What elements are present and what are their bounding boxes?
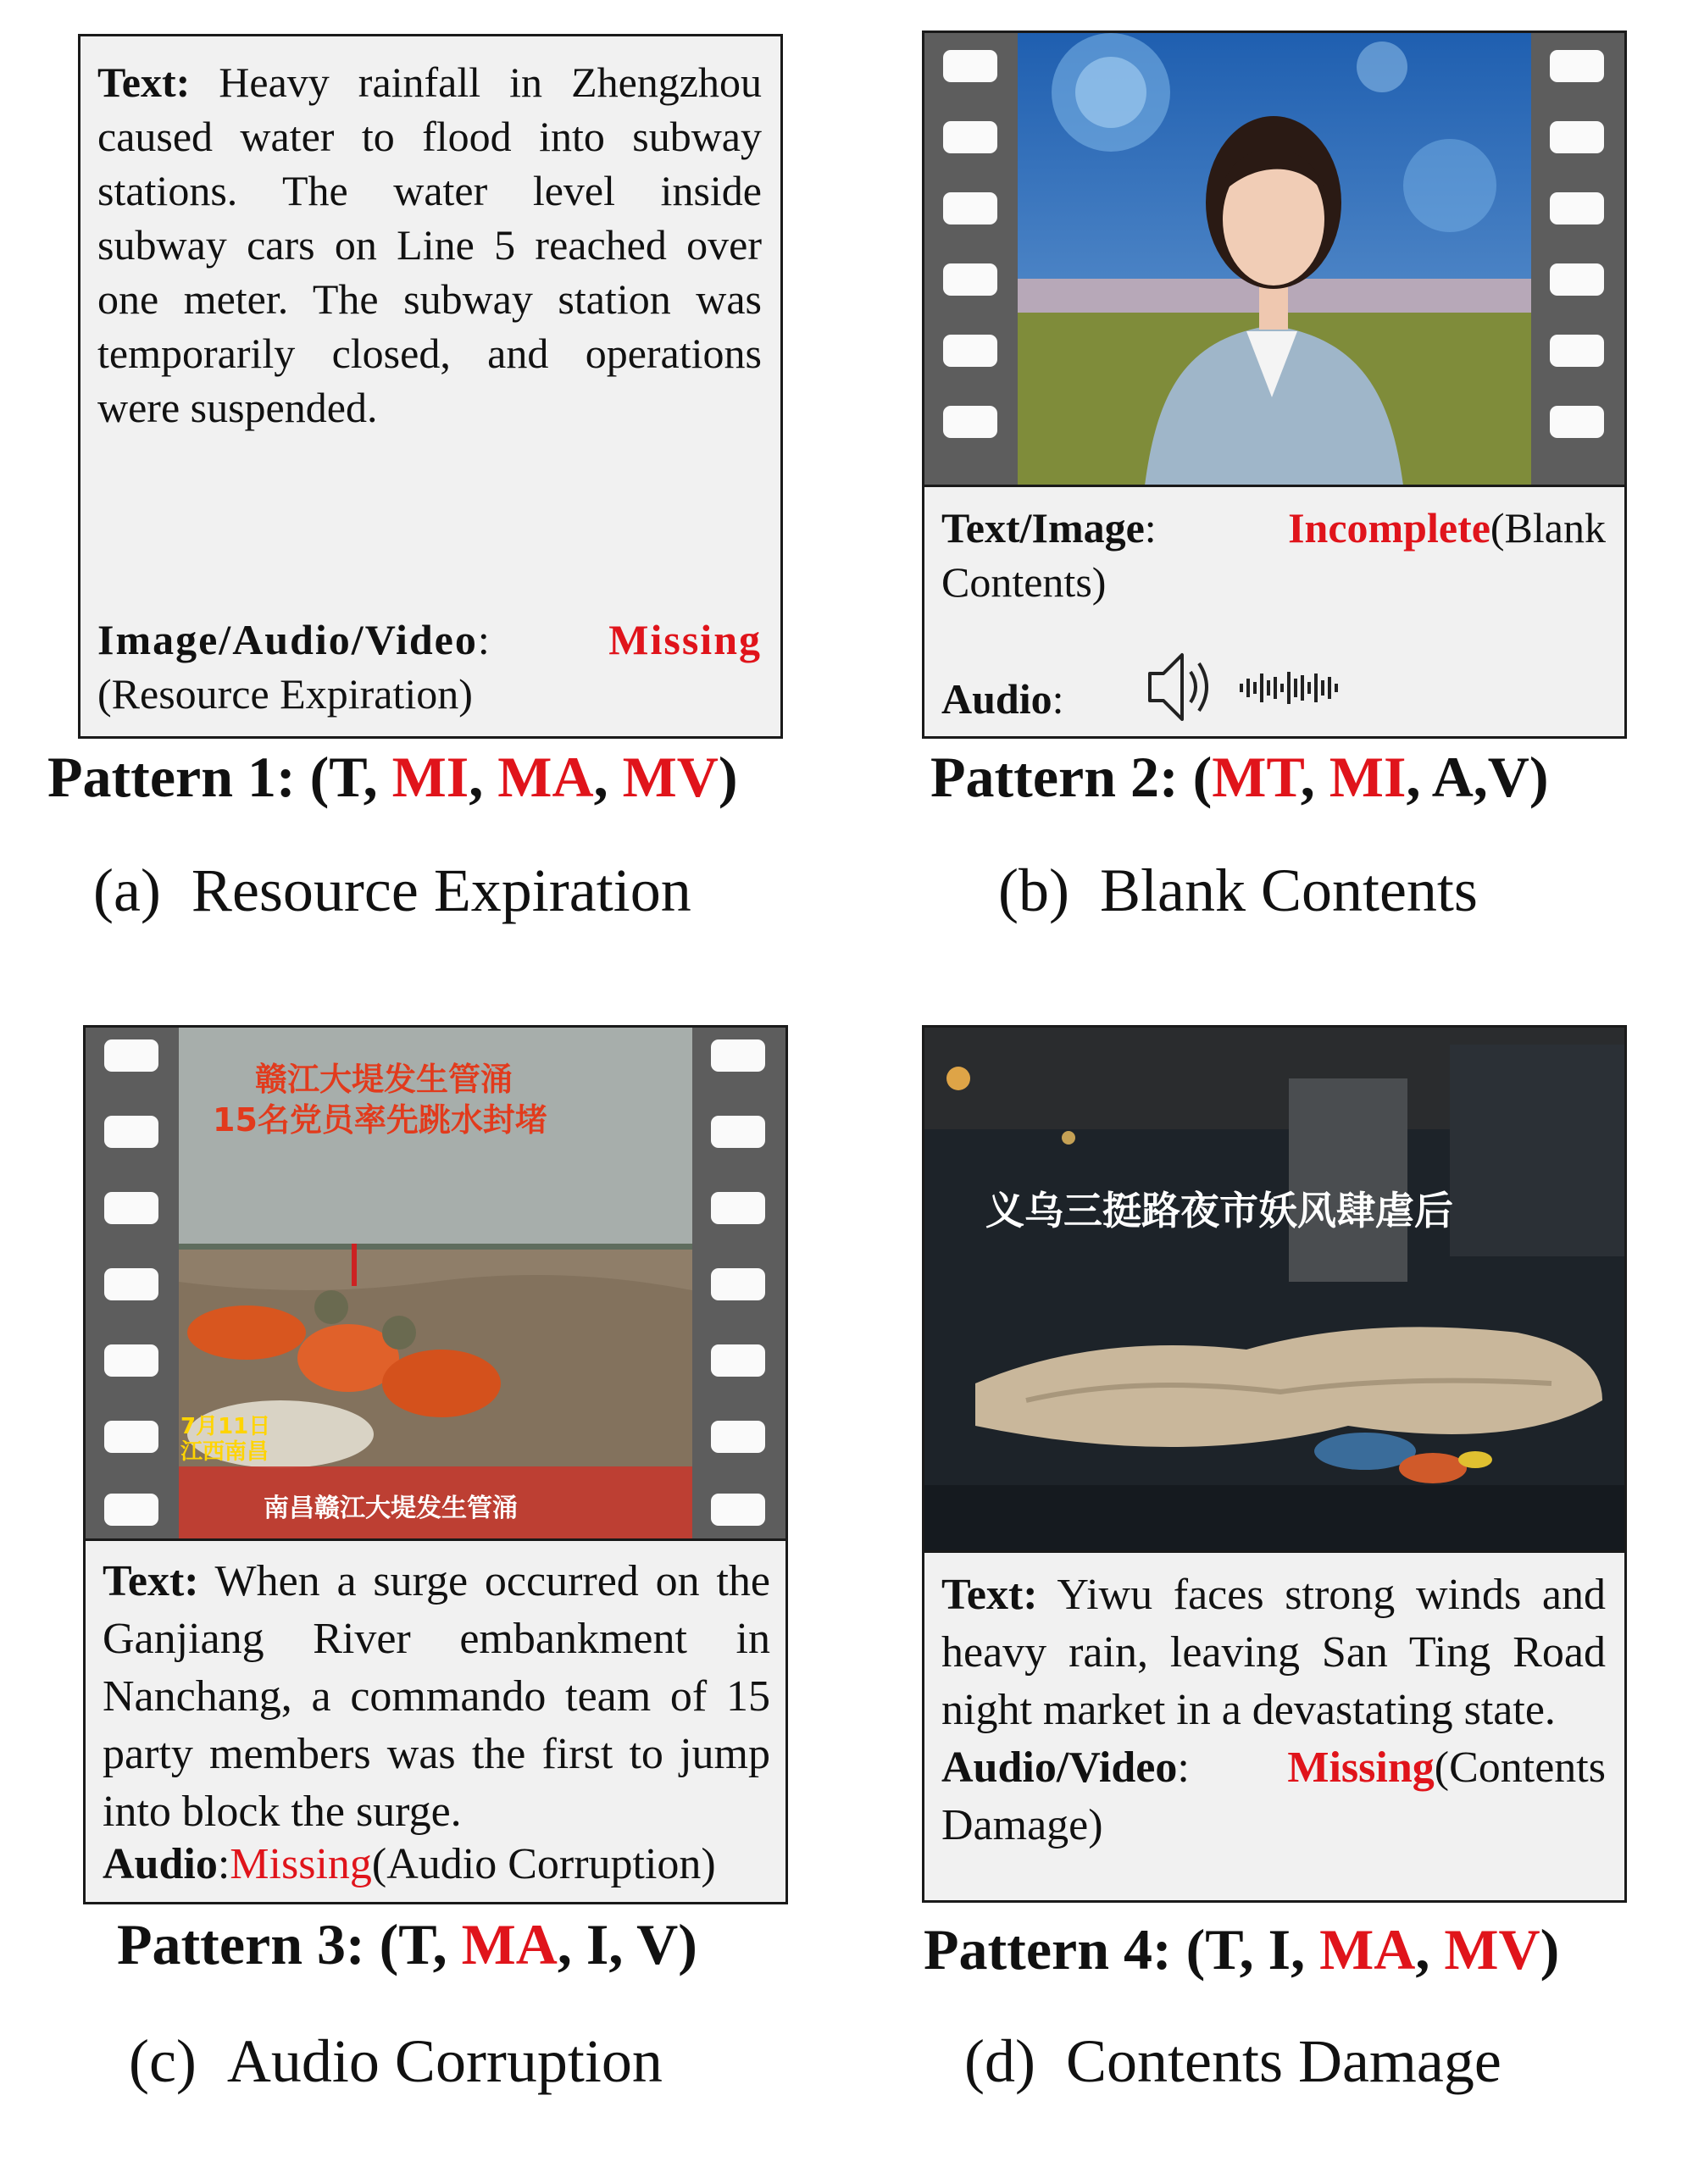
panel-b-textbox xyxy=(922,485,1627,739)
panel-c-video-frame xyxy=(83,1025,788,1542)
caption-b: (b) Blank Contents xyxy=(998,856,1478,924)
panel-d-missing: Audio/Video: Missing(Contents Damage) xyxy=(941,1743,1606,1849)
overlay-title-line1: 赣江大堤发生管涌 xyxy=(255,1061,513,1098)
caption-a: (a) Resource Expiration xyxy=(93,856,691,924)
missing-status: Missing xyxy=(1287,1743,1435,1792)
news-anchor-image xyxy=(1018,33,1531,485)
text-label: Text: xyxy=(97,58,191,106)
incomplete-status: Incomplete xyxy=(1288,504,1490,552)
text-body: Heavy rainfall in Zhengzhou caused water to flood into subway stations. The water level inside subway cars on Line 5 reached over one meter. The subway station was temporarily closed, and operations were suspended. xyxy=(97,58,762,431)
missing-reason: (Audio Corruption) xyxy=(371,1840,716,1888)
panel-b-text: Text/Image: Incomplete(Blank Contents) xyxy=(941,504,1606,606)
panel-b-audio: Audio: xyxy=(941,675,1064,723)
audio-waveform-icon xyxy=(1238,667,1348,709)
incomplete-reason: (Blank Contents) xyxy=(941,504,1606,606)
missing-status: Missing xyxy=(608,616,762,663)
panel-c-audio: Audio:Missing(Audio Corruption) xyxy=(103,1840,716,1888)
audio-label: Audio xyxy=(103,1840,218,1888)
caption-c: (c) Audio Corruption xyxy=(129,2027,663,2095)
pattern-4: Pattern 4: (T, I, MA, MV) xyxy=(924,1917,1560,1982)
audio-label: Audio xyxy=(941,675,1052,723)
pattern-2: Pattern 2: (MT, MI, A,V) xyxy=(930,745,1549,809)
audio-video-label: Audio/Video xyxy=(941,1743,1178,1792)
overlay-title-line2: 15名党员率先跳水封堵 xyxy=(213,1101,547,1139)
film-strip-right xyxy=(692,1028,785,1539)
panel-b-video-frame xyxy=(922,30,1627,488)
panel-c-textbox xyxy=(83,1538,788,1904)
pattern-1: Pattern 1: (T, MI, MA, MV) xyxy=(47,745,738,809)
film-strip-right xyxy=(1531,33,1624,485)
text-label: Text: xyxy=(941,1571,1038,1619)
overlay-title: 义乌三挺路夜市妖风肆虐后 xyxy=(985,1188,1453,1233)
panel-d-text xyxy=(941,1566,1606,1739)
media-label: Image/Audio/Video xyxy=(97,616,478,663)
text-body: When a surge occurred on the Ganjiang River embankment in Nanchang, a commando team of 15 party members was the first to jump into block the surge. xyxy=(103,1557,770,1836)
panel-a-text xyxy=(97,55,762,435)
pattern-3: Pattern 3: (T, MA, I, V) xyxy=(117,1912,697,1976)
speaker-icon xyxy=(1145,646,1216,728)
text-body: Yiwu faces strong winds and heavy rain, leaving San Ting Road night market in a devastating state. xyxy=(941,1571,1606,1734)
panel-d-video-frame xyxy=(922,1025,1627,1554)
caption-d: (d) Contents Damage xyxy=(964,2027,1501,2095)
night-market-image xyxy=(924,1028,1624,1551)
missing-reason: (Contents Damage) xyxy=(941,1743,1606,1849)
panel-a-missing: Image/Audio/Video: Missing (Resource Expiration) xyxy=(97,613,762,721)
overlay-date-line2: 江西南昌 xyxy=(180,1439,269,1465)
overlay-bottom-caption: 南昌赣江大堤发生管涌 xyxy=(264,1494,518,1523)
film-strip-left xyxy=(86,1028,179,1539)
text-image-label: Text/Image xyxy=(941,504,1145,552)
panel-d-textbox xyxy=(922,1550,1627,1903)
film-strip-left xyxy=(924,33,1018,485)
overlay-date-line1: 7月11日 xyxy=(180,1414,271,1439)
missing-status: Missing xyxy=(230,1840,372,1888)
panel-a-textbox xyxy=(78,34,783,739)
text-label: Text: xyxy=(103,1557,199,1605)
missing-reason: (Resource Expiration) xyxy=(97,670,473,718)
panel-c-text xyxy=(103,1553,770,1841)
